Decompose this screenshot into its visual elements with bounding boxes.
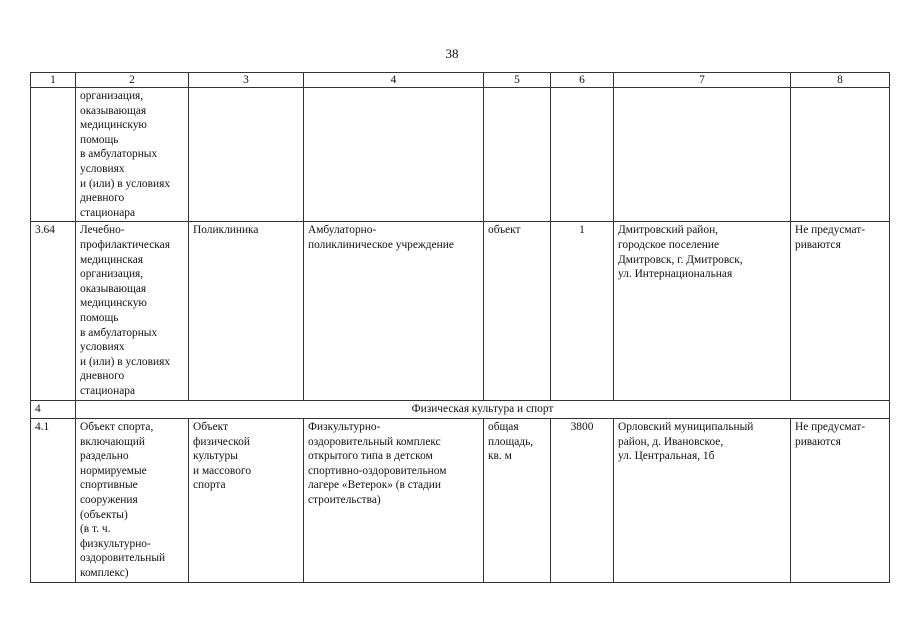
header-cell: 2 xyxy=(76,73,189,88)
table-cell: Не предусмат- риваются xyxy=(791,418,890,582)
table-cell: Объект спорта, включающий раздельно нормируемые спортивные сооружения (объекты) (в т. ч. физкультурно- оздоровительный комплекс) xyxy=(76,418,189,582)
table-cell: Поликлиника xyxy=(189,222,304,401)
table-cell: Амбулаторно- поликлиническое учреждение xyxy=(304,222,484,401)
header-cell: 3 xyxy=(189,73,304,88)
table-cell xyxy=(189,88,304,222)
table-cell: организация, оказывающая медицинскую помощь в амбулаторных условиях и (или) в условиях дневного стационара xyxy=(76,88,189,222)
table-cell: 1 xyxy=(551,222,614,401)
document-table xyxy=(30,72,890,583)
table-cell: 4.1 xyxy=(31,418,76,582)
header-cell: 7 xyxy=(614,73,791,88)
table-cell xyxy=(551,88,614,222)
header-cell: 6 xyxy=(551,73,614,88)
table-cell xyxy=(791,88,890,222)
header-cell: 8 xyxy=(791,73,890,88)
table-cell: 4 xyxy=(31,401,76,419)
header-cell: 4 xyxy=(304,73,484,88)
table-row xyxy=(31,222,890,401)
table-cell: объект xyxy=(484,222,551,401)
table-cell: 3800 xyxy=(551,418,614,582)
table-cell: Дмитровский район, городское поселение Дмитровск, г. Дмитровск, ул. Интернациональная xyxy=(614,222,791,401)
table-row xyxy=(31,88,890,222)
page-number: 38 xyxy=(445,46,459,61)
table-cell: Объект физической культуры и массового спорта xyxy=(189,418,304,582)
section-title: Физическая культура и спорт xyxy=(76,401,890,419)
table-row xyxy=(31,418,890,582)
table-cell xyxy=(484,88,551,222)
table-cell: Физкультурно- оздоровительный комплекс открытого типа в детском спортивно-оздоровительном лагере «Ветерок» (в стадии строительства) xyxy=(304,418,484,582)
table-cell: 3.64 xyxy=(31,222,76,401)
table-cell xyxy=(304,88,484,222)
table-cell: Орловский муниципальный район, д. Ивановское, ул. Центральная, 1б xyxy=(614,418,791,582)
table-header-row xyxy=(31,73,890,88)
section-row xyxy=(31,401,890,419)
table-cell xyxy=(31,88,76,222)
header-cell: 5 xyxy=(484,73,551,88)
header-cell: 1 xyxy=(31,73,76,88)
table-cell: общая площадь, кв. м xyxy=(484,418,551,582)
table-cell xyxy=(614,88,791,222)
table-cell: Не предусмат- риваются xyxy=(791,222,890,401)
table-cell: Лечебно- профилактическая медицинская организация, оказывающая медицинскую помощь в амбулаторных условиях и (или) в условиях дневного стационара xyxy=(76,222,189,401)
